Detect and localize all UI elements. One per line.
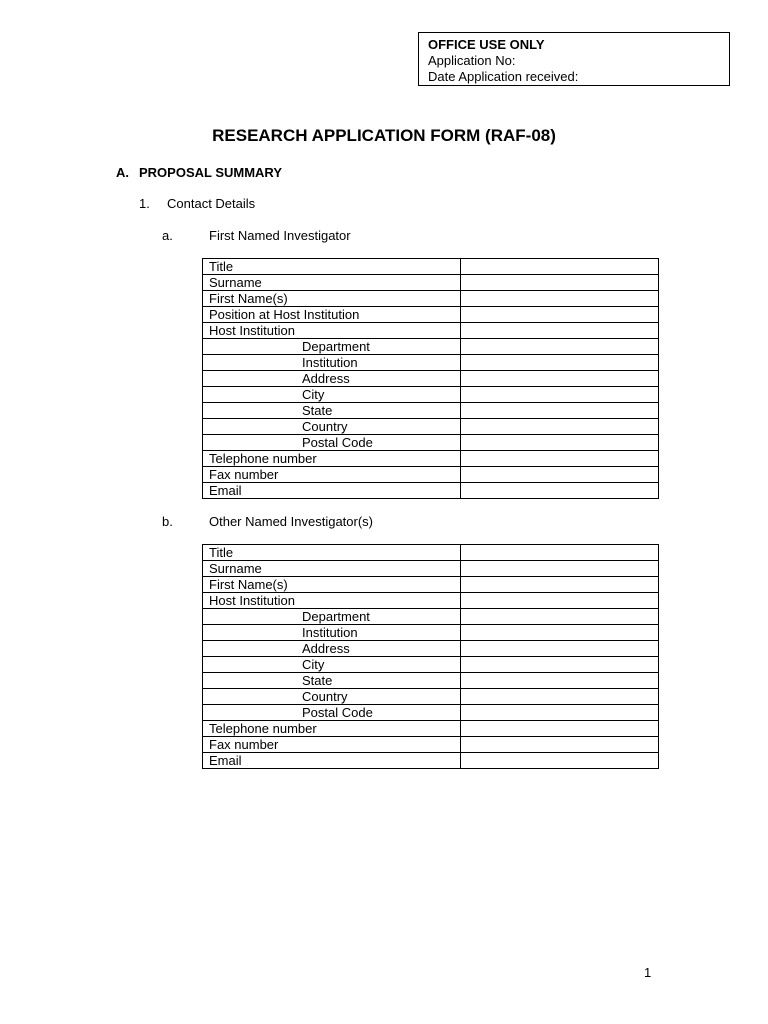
field-label: Fax number <box>203 737 461 753</box>
field-label: First Name(s) <box>203 291 461 307</box>
section-a-heading <box>116 165 282 180</box>
table-row <box>203 753 659 769</box>
field-label: Country <box>203 419 461 435</box>
field-value-cell[interactable] <box>460 467 658 483</box>
field-value-cell[interactable] <box>460 483 658 499</box>
field-label: Department <box>203 339 461 355</box>
field-label: Title <box>203 545 461 561</box>
field-value-cell[interactable] <box>460 673 658 689</box>
field-label: Host Institution <box>203 593 461 609</box>
table-row <box>203 307 659 323</box>
field-label: Email <box>203 753 461 769</box>
field-label: Telephone number <box>203 451 461 467</box>
table-row <box>203 577 659 593</box>
other-investigators-table <box>202 544 659 769</box>
field-value-cell[interactable] <box>460 403 658 419</box>
field-label: Address <box>203 641 461 657</box>
subsection-b-letter: b. <box>162 514 173 529</box>
field-value-cell[interactable] <box>460 593 658 609</box>
table-row <box>203 673 659 689</box>
table-row <box>203 625 659 641</box>
application-no-label: Application No: <box>428 53 516 68</box>
subsection-b-label: Other Named Investigator(s) <box>209 514 374 529</box>
table-row <box>203 355 659 371</box>
field-label: First Name(s) <box>203 577 461 593</box>
item-1-label: Contact Details <box>167 196 256 211</box>
field-label: Postal Code <box>203 705 461 721</box>
table-row <box>203 435 659 451</box>
field-label: State <box>203 403 461 419</box>
field-label: Surname <box>203 275 461 291</box>
field-label: Email <box>203 483 461 499</box>
subsection-b-heading <box>162 514 373 529</box>
table-row <box>203 689 659 705</box>
field-label: Institution <box>203 625 461 641</box>
table-row <box>203 323 659 339</box>
table-row <box>203 387 659 403</box>
table-row <box>203 721 659 737</box>
field-label: Position at Host Institution <box>203 307 461 323</box>
field-value-cell[interactable] <box>460 689 658 705</box>
subsection-a-heading <box>162 228 351 243</box>
field-value-cell[interactable] <box>460 275 658 291</box>
subsection-a-label: First Named Investigator <box>209 228 351 243</box>
field-value-cell[interactable] <box>460 339 658 355</box>
table-row <box>203 737 659 753</box>
table-row <box>203 641 659 657</box>
table-row <box>203 593 659 609</box>
office-use-heading: OFFICE USE ONLY <box>428 37 545 52</box>
field-label: State <box>203 673 461 689</box>
table-row <box>203 705 659 721</box>
field-label: Telephone number <box>203 721 461 737</box>
field-value-cell[interactable] <box>460 291 658 307</box>
office-use-box <box>418 32 730 86</box>
field-label: Country <box>203 689 461 705</box>
field-value-cell[interactable] <box>460 545 658 561</box>
item-1-heading <box>139 196 255 211</box>
table-row <box>203 609 659 625</box>
section-a-letter: A. <box>116 165 129 180</box>
section-a-label: PROPOSAL SUMMARY <box>139 165 283 180</box>
subsection-a-letter: a. <box>162 228 173 243</box>
item-1-number: 1. <box>139 196 150 211</box>
field-label: Host Institution <box>203 323 461 339</box>
table-row <box>203 259 659 275</box>
field-label: Department <box>203 609 461 625</box>
field-value-cell[interactable] <box>460 387 658 403</box>
field-value-cell[interactable] <box>460 307 658 323</box>
date-received-label: Date Application received: <box>428 69 579 84</box>
field-value-cell[interactable] <box>460 259 658 275</box>
field-value-cell[interactable] <box>460 657 658 673</box>
field-value-cell[interactable] <box>460 323 658 339</box>
field-label: City <box>203 387 461 403</box>
field-value-cell[interactable] <box>460 355 658 371</box>
field-label: Title <box>203 259 461 275</box>
field-value-cell[interactable] <box>460 753 658 769</box>
table-row <box>203 561 659 577</box>
table-row <box>203 275 659 291</box>
field-label: Surname <box>203 561 461 577</box>
field-value-cell[interactable] <box>460 641 658 657</box>
field-value-cell[interactable] <box>460 419 658 435</box>
field-label: Institution <box>203 355 461 371</box>
field-label: Postal Code <box>203 435 461 451</box>
table-row <box>203 451 659 467</box>
table-row <box>203 545 659 561</box>
field-value-cell[interactable] <box>460 435 658 451</box>
table-row <box>203 419 659 435</box>
table-row <box>203 467 659 483</box>
field-value-cell[interactable] <box>460 737 658 753</box>
table-row <box>203 291 659 307</box>
table-row <box>203 657 659 673</box>
table-row <box>203 339 659 355</box>
field-label: Fax number <box>203 467 461 483</box>
field-value-cell[interactable] <box>460 371 658 387</box>
field-value-cell[interactable] <box>460 561 658 577</box>
form-title: RESEARCH APPLICATION FORM (RAF-08) <box>212 126 556 145</box>
page-number: 1 <box>644 965 652 980</box>
field-value-cell[interactable] <box>460 625 658 641</box>
field-value-cell[interactable] <box>460 577 658 593</box>
table-row <box>203 403 659 419</box>
field-value-cell[interactable] <box>460 721 658 737</box>
table-row <box>203 371 659 387</box>
field-label: Address <box>203 371 461 387</box>
first-investigator-table <box>202 258 659 499</box>
field-value-cell[interactable] <box>460 609 658 625</box>
table-row <box>203 483 659 499</box>
field-label: City <box>203 657 461 673</box>
field-value-cell[interactable] <box>460 705 658 721</box>
field-value-cell[interactable] <box>460 451 658 467</box>
